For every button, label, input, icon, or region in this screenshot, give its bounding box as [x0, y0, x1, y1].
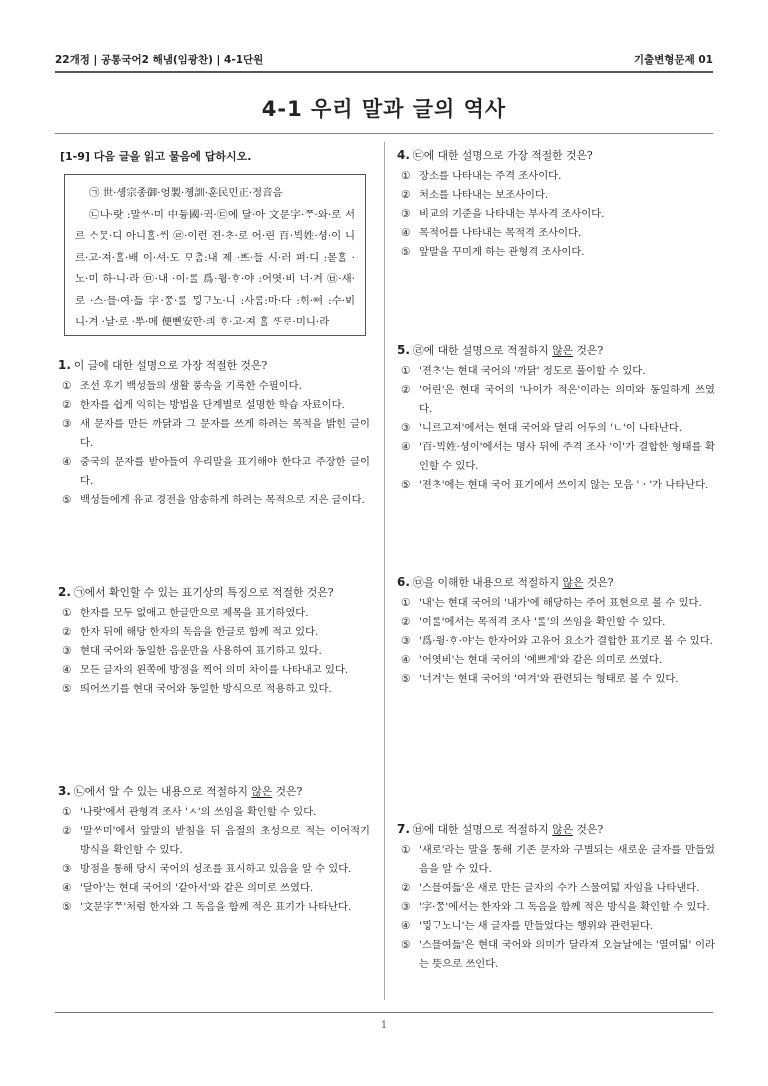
option-mark: ④ — [401, 227, 411, 239]
option-mark: ④ — [62, 882, 72, 894]
option[interactable] — [397, 898, 715, 917]
option-mark: ③ — [401, 635, 411, 647]
page-number: 1 — [380, 1020, 388, 1031]
option[interactable] — [58, 661, 370, 680]
option-text: 현대 국어와 동일한 음운만을 사용하여 표기하고 있다. — [80, 645, 322, 657]
option-mark: ⑤ — [62, 494, 72, 506]
option-text: '百·ᄇᆡᆨ姓·셩이'에서는 명사 뒤에 주격 조사 '이'가 결합한 형태를 확인할 수 있다. — [419, 441, 715, 472]
page-title: 4-1 우리 말과 글의 역사 — [261, 97, 507, 121]
option-text: '이ᄅᆞᆯ'에서는 목적격 조사 'ᄅᆞᆯ'의 쓰임을 확인할 수 있다. — [419, 616, 666, 628]
option[interactable] — [397, 224, 715, 243]
option-text: '어린'은 현대 국어의 '나이가 적은'이라는 의미와 동일하게 쓰였다. — [419, 384, 715, 415]
column-divider — [384, 142, 385, 1000]
option[interactable] — [58, 491, 370, 510]
option-text: '나랏'에서 관형격 조사 'ㅅ'의 쓰임을 확인할 수 있다. — [80, 806, 317, 818]
option-mark: ⑤ — [401, 673, 411, 685]
option-text: '爲·윙·ᄒᆞ·야'는 한자어와 고유어 요소가 결합한 표기로 볼 수 있다. — [419, 635, 713, 647]
question-stem: 3. ㉡에서 알 수 있는 내용으로 적절하지 않은 것은? — [58, 784, 303, 798]
passage-title-line: ㉠ 世·솅宗종御·엉製·졩訓·훈民민正·정音음 — [89, 187, 283, 199]
option-mark: ③ — [401, 208, 411, 220]
option-mark: ② — [401, 616, 411, 628]
option-mark: ① — [62, 806, 72, 818]
option-text: '말ᄊᆞ미'에서 앞말의 받침을 뒤 음절의 초성으로 적는 이어적기 방식을 확인할 수 있다. — [80, 825, 370, 856]
option-text: '어엿비'는 현대 국어의 '예쁘게'와 같은 의미로 쓰였다. — [419, 654, 663, 666]
option[interactable] — [58, 803, 370, 822]
option[interactable] — [397, 381, 715, 419]
option-text: 한자를 쉽게 익히는 방법을 단계별로 설명한 학습 자료이다. — [80, 399, 345, 411]
option[interactable] — [397, 167, 715, 186]
title-rule — [55, 133, 713, 134]
option-mark: ④ — [401, 654, 411, 666]
option-mark: ⑤ — [401, 479, 411, 491]
option-mark: ① — [62, 607, 72, 619]
option[interactable] — [397, 438, 715, 476]
option[interactable] — [397, 917, 715, 936]
option-mark: ⑤ — [401, 939, 411, 951]
option-mark: ② — [62, 626, 72, 638]
option-text: '字·ᄍᆞᆼ'에서는 한자와 그 독음을 함께 적은 방식을 확인할 수 있다. — [419, 901, 710, 913]
option-mark: ② — [401, 384, 411, 396]
option-text: 백성들에게 유교 경전을 암송하게 하려는 목적으로 지은 글이다. — [80, 494, 365, 506]
option-text: 중국의 문자를 받아들여 우리말을 표기해야 한다고 주장한 글이다. — [80, 456, 370, 487]
option[interactable] — [58, 822, 370, 860]
option[interactable] — [397, 936, 715, 974]
header-course-info: 22개정 | 공통국어2 해냄(임광찬) | 4-1단원 — [55, 54, 264, 66]
question-7 — [397, 820, 715, 974]
option-mark: ② — [62, 399, 72, 411]
option-mark: ③ — [62, 863, 72, 875]
question-stem: 1. 이 글에 대한 설명으로 가장 적절한 것은? — [58, 358, 268, 372]
question-2 — [58, 583, 370, 699]
option[interactable] — [58, 396, 370, 415]
option[interactable] — [58, 453, 370, 491]
option-mark: ③ — [62, 418, 72, 430]
question-stem: 2. ㉠에서 확인할 수 있는 표기상의 특징으로 적절한 것은? — [58, 585, 334, 599]
question-number: 6. — [397, 575, 410, 589]
option-text: 새 문자를 만든 까닭과 그 문자를 쓰게 하려는 목적을 밝힌 글이다. — [80, 418, 370, 449]
option-mark: ① — [62, 380, 72, 392]
option-mark: ① — [401, 170, 411, 182]
option-text: '스믈여듧'은 현대 국어와 의미가 달라져 오늘날에는 '열여덟' 이라는 뜻으로 쓰인다. — [419, 939, 715, 970]
option-text: 방점을 통해 당시 국어의 성조를 표시하고 있음을 알 수 있다. — [80, 863, 352, 875]
question-number: 2. — [58, 585, 71, 599]
option-text: '니르고져'에서는 현대 국어와 달리 어두의 'ㄴ'이 나타난다. — [419, 422, 683, 434]
option-text: 장소를 나타내는 주격 조사이다. — [419, 170, 562, 182]
option-text: '젼ᄎᆞ'는 현대 국어의 '까닭' 정도로 풀이할 수 있다. — [419, 365, 646, 377]
option[interactable] — [58, 377, 370, 396]
passage-box — [64, 174, 366, 336]
question-3 — [58, 782, 370, 917]
option[interactable] — [58, 898, 370, 917]
option-text: 비교의 기준을 나타내는 부사격 조사이다. — [419, 208, 605, 220]
option[interactable] — [397, 205, 715, 224]
question-5 — [397, 341, 715, 495]
header-rule — [55, 71, 713, 73]
option[interactable] — [397, 841, 715, 879]
option-mark: ② — [401, 189, 411, 201]
header-doc-type: 기출변형문제 01 — [633, 54, 713, 66]
option-text: 처소를 나타내는 보조사이다. — [419, 189, 549, 201]
question-stem: 6. ㉤을 이해한 내용으로 적절하지 않은 것은? — [397, 575, 614, 589]
option-mark: ② — [62, 825, 72, 837]
option-text: '너겨'는 현대 국어의 '여겨'와 관련되는 형태로 볼 수 있다. — [419, 673, 679, 685]
question-number: 3. — [58, 784, 71, 798]
option-mark: ① — [401, 844, 411, 856]
option-mark: ⑤ — [62, 901, 72, 913]
option-text: '스믈여듧'은 새로 만든 글자의 수가 스물여덟 자임을 나타낸다. — [419, 882, 700, 894]
option[interactable] — [58, 604, 370, 623]
option[interactable] — [397, 362, 715, 381]
option-mark: ③ — [62, 645, 72, 657]
option-text: '새로'라는 말을 통해 기존 문자와 구별되는 새로운 글자를 만들었음을 알 수 있다. — [419, 844, 715, 875]
option-text: 모든 글자의 왼쪽에 방점을 찍어 의미 차이를 나타내고 있다. — [80, 664, 349, 676]
option[interactable] — [397, 476, 715, 495]
option-mark: ② — [401, 882, 411, 894]
question-number: 4. — [397, 148, 410, 162]
option[interactable] — [397, 670, 715, 689]
option[interactable] — [397, 632, 715, 651]
option-mark: ④ — [401, 441, 411, 453]
question-1 — [58, 356, 370, 510]
option-text: '文문字ᄍᆞ'처럼 한자와 그 독음을 함께 적은 표기가 나타난다. — [80, 901, 352, 913]
question-stem: 4. ㉢에 대한 설명으로 가장 적절한 것은? — [397, 148, 593, 162]
question-stem: 7. ㉥에 대한 설명으로 적절하지 않은 것은? — [397, 822, 604, 836]
option-mark: ⑤ — [401, 246, 411, 258]
option[interactable] — [58, 642, 370, 661]
option[interactable] — [397, 879, 715, 898]
option-mark: ① — [401, 365, 411, 377]
option-mark: ④ — [401, 920, 411, 932]
page-header — [55, 52, 713, 68]
option[interactable] — [58, 415, 370, 453]
option[interactable] — [397, 651, 715, 670]
option[interactable] — [397, 186, 715, 205]
option[interactable] — [58, 623, 370, 642]
question-6 — [397, 573, 715, 689]
question-number: 5. — [397, 343, 410, 357]
option[interactable] — [397, 594, 715, 613]
question-4 — [397, 146, 715, 262]
option-text: 조선 후기 백성들의 생활 풍속을 기록한 수필이다. — [80, 380, 302, 392]
option[interactable] — [58, 680, 370, 699]
option-text: 'ᄆᆡᇰᄀᆞ노니'는 새 글자를 만들었다는 행위와 관련된다. — [419, 920, 654, 932]
question-number: 1. — [58, 358, 71, 372]
option-text: 한자를 모두 없애고 한글만으로 제목을 표기하였다. — [80, 607, 309, 619]
footer-rule — [55, 1012, 713, 1013]
option-mark: ④ — [62, 664, 72, 676]
option-text: '젼ᄎᆞ'에는 현대 국어 표기에서 쓰이지 않는 모음 'ㆍ'가 나타난다. — [419, 479, 709, 491]
question-number: 7. — [397, 822, 410, 836]
option[interactable] — [397, 613, 715, 632]
option-mark: ⑤ — [62, 683, 72, 695]
option[interactable] — [397, 243, 715, 262]
option-text: '내'는 현대 국어의 '내가'에 해당하는 주어 표현으로 볼 수 있다. — [419, 597, 702, 609]
option-mark: ① — [401, 597, 411, 609]
option-mark: ③ — [401, 422, 411, 434]
question-stem: 5. ㉣에 대한 설명으로 적절하지 않은 것은? — [397, 343, 604, 357]
option[interactable] — [58, 860, 370, 879]
option[interactable] — [397, 419, 715, 438]
option-text: 앞말을 꾸미게 하는 관형격 조사이다. — [419, 246, 585, 258]
option-text: 목적어를 나타내는 목적격 조사이다. — [419, 227, 582, 239]
option-text: '달아'는 현대 국어의 '같아서'와 같은 의미로 쓰였다. — [80, 882, 314, 894]
passage-body: ㉡나·랏 :말ᄊᆞ·미 中듕國·귁·㉢에 달·아 文문字·ᄍᆞ·와·로 서르 ᄉᆞᄆᆞᆺ·디 아니ᄒᆞᆯ·ᄊᆡ ㉣·이런 젼·ᄎᆞ·로 어·린 百·ᄇᆡᆨ姓·셩·이 니르·고·져·ᄒᆞᆯ·배 이·셔·도 ᄆᆞᄎᆞᆷ:내 제 ·ᄠᅳ·들 시·러 펴·디 :몯ᄒᆞᆯ ·노·미 하·니·라 ㉤·내 ·이·ᄅᆞᆯ 爲·윙·ᄒᆞ·야 :어엿·비 너·겨 ㉥·새·로 ·스·믈·여·듧 字·ᄍᆞᆼ·ᄅᆞᆯ ᄆᆡᇰᄀᆞ노·니 :사ᄅᆞᆷ:마·다 :ᄒᆡ·ᅇᅧ :수·ᄫᅵ 니·겨 ·날·로 ·ᄡᅮ·메 便뼌安ᅙᅡᆫ·킈 ᄒᆞ·고·져 ᄒᆞᆯ ᄯᆞᄅᆞ·미니·라 — [75, 208, 355, 328]
option-text: 한자 뒤에 해당 한자의 독음을 한글로 함께 적고 있다. — [80, 626, 319, 638]
instruction: [1-9] 다음 글을 읽고 물음에 답하시오. — [60, 150, 252, 163]
option-mark: ④ — [62, 456, 72, 468]
option-text: 띄어쓰기를 현대 국어와 동일한 방식으로 적용하고 있다. — [80, 683, 332, 695]
option-mark: ③ — [401, 901, 411, 913]
option[interactable] — [58, 879, 370, 898]
